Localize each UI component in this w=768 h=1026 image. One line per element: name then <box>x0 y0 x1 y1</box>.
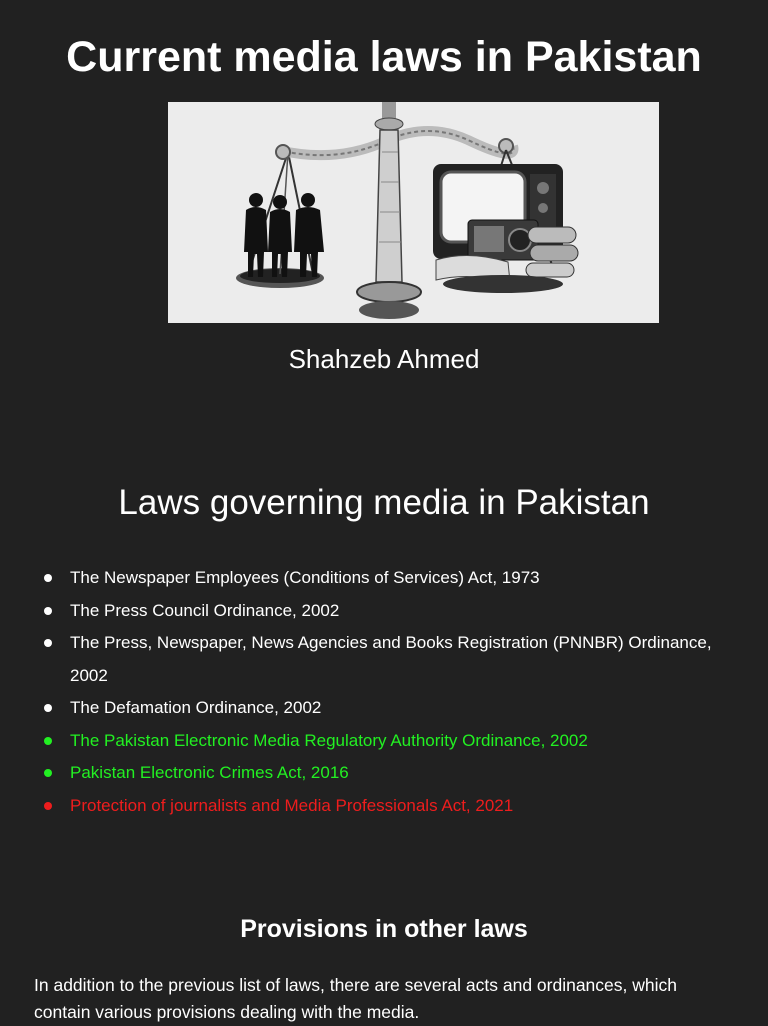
list-item-text: The Pakistan Electronic Media Regulatory Authority Ordinance, 2002 <box>70 730 588 750</box>
list-item-text: Protection of journalists and Media Professionals Act, 2021 <box>70 795 514 815</box>
list-item <box>0 562 740 595</box>
page-title: Current media laws in Pakistan <box>66 33 702 81</box>
list-item-text: Pakistan Electronic Crimes Act, 2016 <box>70 763 349 782</box>
list-item <box>0 595 740 628</box>
provisions-paragraph: In addition to the previous list of laws, there are several acts and ordinances, which contain various provisions dealing with the media. <box>34 975 677 1022</box>
section-heading-provisions: Provisions in other laws <box>240 915 528 943</box>
bullet-icon <box>44 607 52 615</box>
author-name: Shahzeb Ahmed <box>288 344 480 374</box>
bullet-icon <box>44 737 52 745</box>
list-item <box>0 692 740 725</box>
list-item <box>0 757 740 790</box>
laws-list <box>0 562 740 822</box>
list-item <box>0 627 740 692</box>
bullet-icon <box>44 704 52 712</box>
bullet-icon <box>44 802 52 810</box>
bullet-icon <box>44 639 52 647</box>
bullet-icon <box>44 769 52 777</box>
list-item-text: The Press, Newspaper, News Agencies and Books Registration (PNNBR) Ordinance, 2002 <box>70 633 712 685</box>
list-item <box>0 725 740 758</box>
list-item-text: The Defamation Ordinance, 2002 <box>70 698 322 717</box>
list-item-text: The Newspaper Employees (Conditions of Services) Act, 1973 <box>70 568 540 587</box>
list-item <box>0 790 740 823</box>
section-heading-laws: Laws governing media in Pakistan <box>118 483 650 522</box>
list-item-text: The Press Council Ordinance, 2002 <box>70 600 340 620</box>
bullet-icon <box>44 574 52 582</box>
scales-icon <box>168 102 659 323</box>
scales-of-justice-illustration <box>168 102 659 323</box>
